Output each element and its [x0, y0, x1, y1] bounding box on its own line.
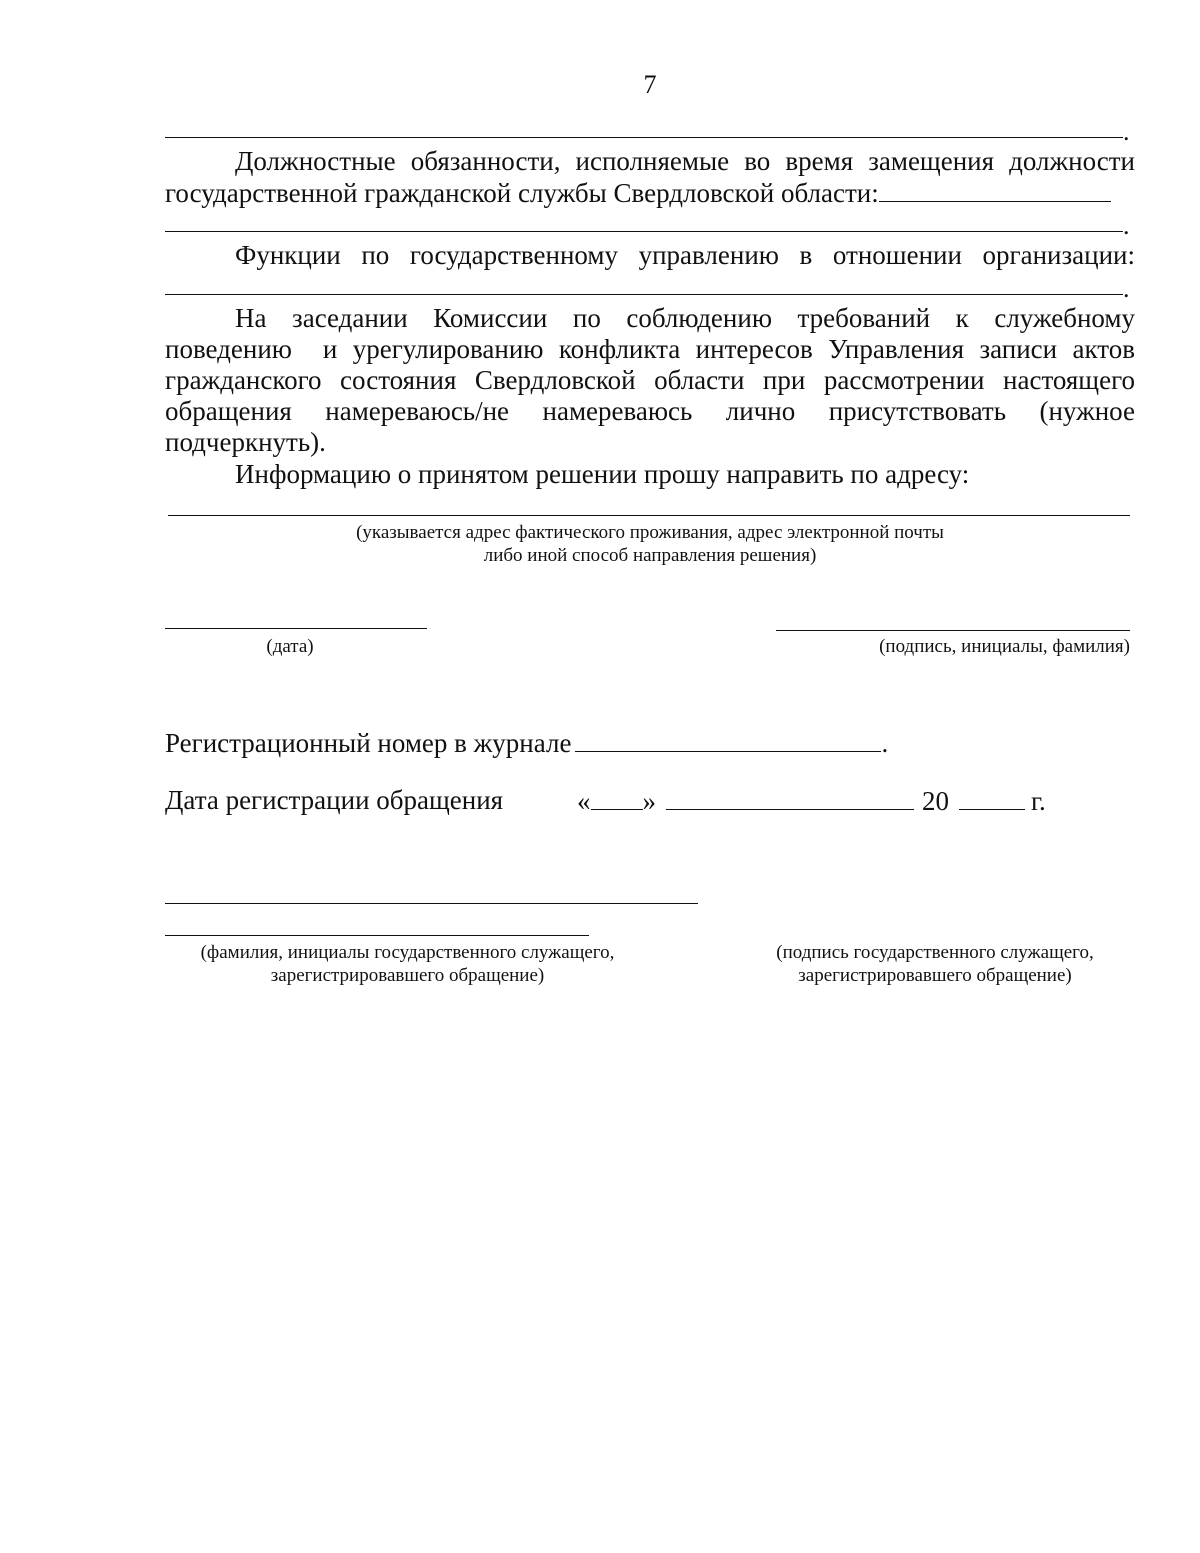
duties-line-2: [165, 177, 1135, 210]
commission-line-1: На заседании Комиссии по соблюдению требований к служебному: [235, 303, 1135, 333]
registration-date-label: Дата регистрации обращения: [165, 785, 504, 815]
signature-blank[interactable]: [776, 630, 1130, 631]
address-blank[interactable]: [168, 515, 1130, 516]
page-number: 7: [643, 70, 657, 99]
clerk-name-caption-line-2: зарегистрировавшего обращение): [270, 965, 545, 986]
line-end-period: .: [1123, 211, 1130, 240]
commission-line-2: поведению и урегулированию конфликта интересов Управления записи актов: [165, 334, 1135, 364]
duties-blank[interactable]: [879, 177, 1111, 202]
clerk-name-caption-line-1: (фамилия, инициалы государственного служащего,: [200, 942, 615, 963]
registration-number-row: [165, 727, 888, 759]
year-suffix: г.: [1031, 786, 1046, 816]
clerk-name-blank-2[interactable]: [165, 935, 589, 936]
year-prefix: 20: [922, 786, 949, 816]
signature-caption: (подпись, инициалы, фамилия): [879, 636, 1130, 657]
quote-open: «: [577, 786, 591, 816]
line-end-period: .: [1123, 274, 1130, 303]
registration-number-end: .: [881, 728, 889, 758]
registration-number-label: Регистрационный номер в журнале: [165, 728, 572, 758]
blank-line-functions[interactable]: [165, 294, 1123, 295]
clerk-sign-caption-line-1: (подпись государственного служащего,: [776, 942, 1094, 963]
quote-close: »: [642, 786, 656, 816]
year-blank[interactable]: [959, 785, 1025, 810]
blank-line-duties[interactable]: [165, 231, 1123, 232]
commission-line-4: обращения намереваюсь/не намереваюсь лично присутствовать (нужное: [165, 396, 1135, 426]
registration-number-blank[interactable]: [575, 727, 881, 752]
functions-line: Функции по государственному управлению в отношении организации:: [235, 240, 1135, 270]
line-end-period: .: [1123, 117, 1130, 146]
duties-line-1: Должностные обязанности, исполняемые во время замещения должности: [235, 146, 1135, 176]
duties-line-2-text: государственной гражданской службы Свердловской области:: [165, 178, 879, 208]
date-caption: (дата): [266, 636, 314, 657]
commission-line-3: гражданского состояния Свердловской области при рассмотрении настоящего: [165, 365, 1135, 395]
blank-line-top: [165, 137, 1123, 138]
clerk-sign-caption-line-2: зарегистрировавшего обращение): [798, 965, 1072, 986]
date-blank[interactable]: [165, 628, 427, 629]
registration-date-fields: [577, 785, 1046, 817]
info-request: Информацию о принятом решении прошу направить по адресу:: [235, 459, 970, 489]
address-caption-line-2: либо иной способ направления решения): [483, 545, 817, 566]
address-caption-line-1: (указывается адрес фактического проживания, адрес электронной почты: [356, 522, 944, 543]
commission-line-5: подчеркнуть).: [165, 427, 326, 457]
day-blank[interactable]: [591, 785, 643, 810]
month-blank[interactable]: [666, 785, 914, 810]
clerk-name-blank[interactable]: [165, 903, 698, 904]
